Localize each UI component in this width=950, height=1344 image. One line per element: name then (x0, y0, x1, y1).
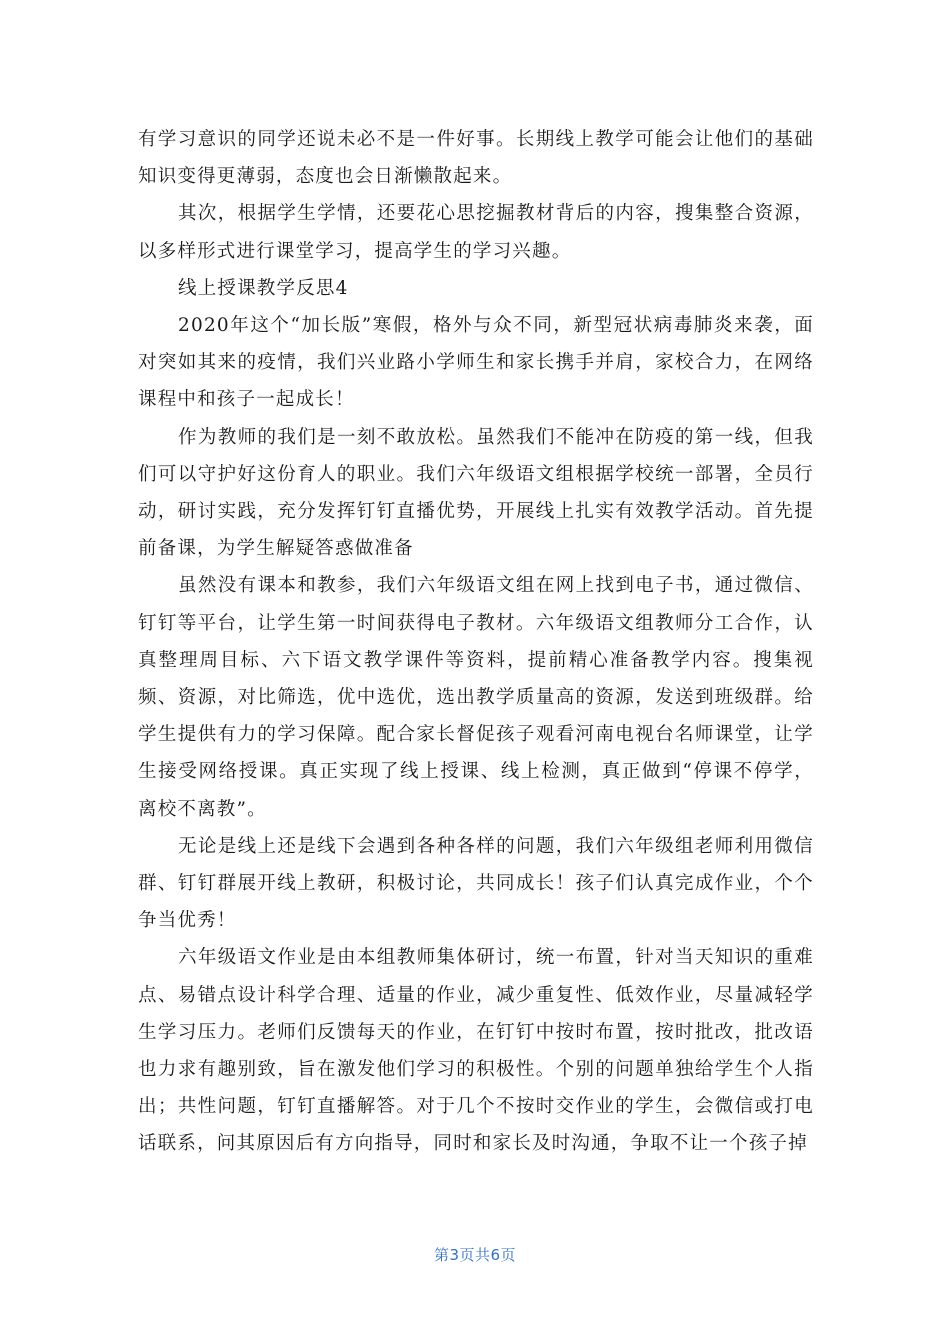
paragraph-1: 有学习意识的同学还说未必不是一件好事。长期线上教学可能会让他们的基础知识变得更薄弱，态度也会日渐懒散起来。 (138, 129, 814, 188)
section-heading: 线上授课教学反思4 (178, 277, 349, 299)
page-number-footer: 第3页共6页 (433, 1246, 517, 1264)
paragraph-3: 2020年这个“加长版”寒假，格外与众不同，新型冠状病毒肺炎来袭，面对突如其来的疫情，我们兴业路小学师生和家长携手并肩，家校合力，在网络课程中和孩子一起成长！ (138, 315, 814, 411)
paragraph-5: 虽然没有课本和教参，我们六年级语文组在网上找到电子书，通过微信、钉钉等平台，让学生第一时间获得电子教材。六年级语文组教师分工合作，认真整理周目标、六下语文教学课件等资料，提前精心准备教学内容。搜集视频、资源，对比筛选，优中选优，选出教学质量高的资源，发送到班级群。给学生提供有力的学习保障。配合家长督促孩子观看河南电视台名师课堂，让学生接受网络授课。真正实现了线上授课、线上检测，真正做到“停课不停学，离校不离教”。 (138, 575, 814, 820)
paragraph-6: 无论是线上还是线下会遇到各种各样的问题，我们六年级组老师利用微信群、钉钉群展开线上教研，积极讨论，共同成长！孩子们认真完成作业，个个争当优秀！ (138, 835, 814, 932)
paragraph-2: 其次，根据学生学情，还要花心思挖掘教材背后的内容，搜集整合资源，以多样形式进行课堂学习，提高学生的学习兴趣。 (138, 203, 814, 262)
document-body (138, 121, 814, 1163)
paragraph-7: 六年级语文作业是由本组教师集体研讨，统一布置，针对当天知识的重难点、易错点设计科学合理、适量的作业，减少重复性、低效作业，尽量减轻学生学习压力。老师们反馈每天的作业，在钉钉中按时布置，按时批改，批改语也力求有趣别致，旨在激发他们学习的积极性。个别的问题单独给学生个人指出；共性问题，钉钉直播解答。对于几个不按时交作业的学生，会微信或打电话联系，问其原因后有方向指导，同时和家长及时沟通，争取不让一个孩子掉 (138, 947, 814, 1155)
paragraph-4: 作为教师的我们是一刻不敢放松。虽然我们不能冲在防疫的第一线，但我们可以守护好这份育人的职业。我们六年级语文组根据学校统一部署，全员行动，研讨实践，充分发挥钉钉直播优势，开展线上扎实有效教学活动。首先提前备课，为学生解疑答惑做准备 (138, 426, 814, 560)
